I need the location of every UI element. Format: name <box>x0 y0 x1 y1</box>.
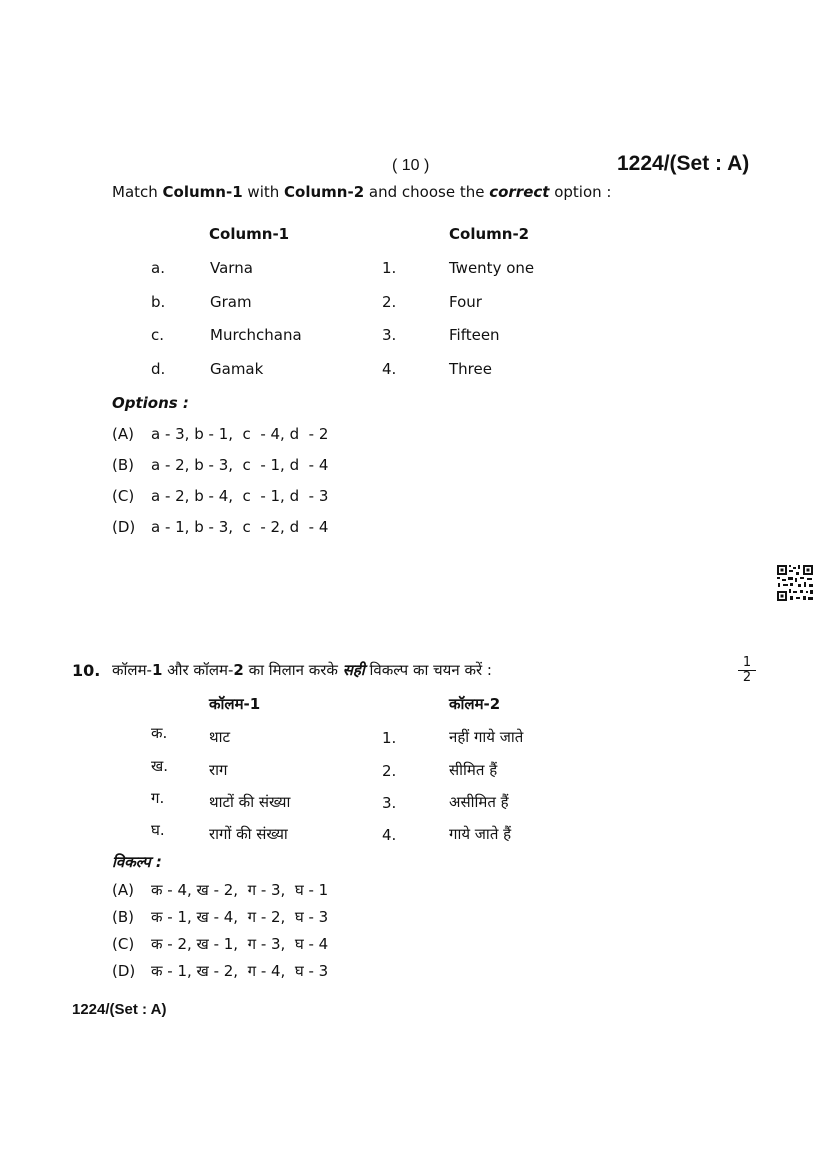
q10-options-title: विकल्प : <box>112 853 162 871</box>
q9-row-label: d. <box>151 360 166 378</box>
q10-option-text: क - 1, ख - 2, ग - 4, घ - 3 <box>151 962 329 980</box>
q10-row-label: घ. <box>151 821 165 839</box>
q10-row-number: 1. <box>382 729 397 747</box>
q9-row-label: a. <box>151 259 165 277</box>
q9-row-label: c. <box>151 326 165 344</box>
q10-option-text: क - 4, ख - 2, ग - 3, घ - 1 <box>151 881 329 899</box>
q10-row-number: 2. <box>382 762 397 780</box>
q10-row-match: सीमित हैं <box>449 761 498 779</box>
q10-row-label: क. <box>151 724 168 742</box>
q10-row-match: असीमित हैं <box>449 793 509 811</box>
paper-code-footer: 1224/(Set : A) <box>72 1001 167 1018</box>
q9-option-label: (C) <box>112 487 135 505</box>
q9-option-label: (A) <box>112 425 134 443</box>
q10-row-item: थाटों की संख्या <box>209 793 291 811</box>
q10-row-match: गाये जाते हैं <box>449 825 512 843</box>
q9-row-match: Twenty one <box>449 259 535 277</box>
q9-row-match: Four <box>449 293 482 311</box>
q10-row-match: नहीं गाये जाते <box>449 728 524 746</box>
q10-row-label: ग. <box>151 789 165 807</box>
q9-row-match: Three <box>449 360 492 378</box>
q10-marks: $\frac{1}{2}$ <box>738 656 756 685</box>
q9-column2-heading: Column-2 <box>449 225 530 243</box>
page-number: ( 10 ) <box>392 157 430 174</box>
q9-column1-heading: Column-1 <box>209 225 290 243</box>
q9-row-item: Gamak <box>210 360 264 378</box>
q10-row-label: ख. <box>151 757 169 775</box>
q10-prompt: कॉलम-1 और कॉलम-2 का मिलान करके सही विकल्प का चयन करें : <box>112 661 492 679</box>
q9-row-number: 2. <box>382 293 397 311</box>
q9-row-label: b. <box>151 293 166 311</box>
q10-option-label: (A) <box>112 881 134 899</box>
q9-options-title: Options : <box>112 394 189 412</box>
q9-option-label: (B) <box>112 456 134 474</box>
q9-row-item: Gram <box>210 293 252 311</box>
q10-row-item: राग <box>209 761 228 779</box>
q9-row-item: Murchchana <box>210 326 302 344</box>
q9-option-text: a - 2, b - 3, c - 1, d - 4 <box>151 456 329 474</box>
q10-option-text: क - 2, ख - 1, ग - 3, घ - 4 <box>151 935 329 953</box>
q10-row-item: रागों की संख्या <box>209 825 288 843</box>
q10-column2-heading: कॉलम-2 <box>449 695 501 713</box>
q9-option-label: (D) <box>112 518 136 536</box>
q9-prompt: Match Column-1 with Column-2 and choose the correct option : <box>112 183 612 201</box>
q9-row-number: 1. <box>382 259 397 277</box>
q10-row-number: 3. <box>382 794 397 812</box>
q10-number: 10. <box>72 661 101 680</box>
q10-option-label: (D) <box>112 962 136 980</box>
q9-row-match: Fifteen <box>449 326 500 344</box>
q10-option-label: (C) <box>112 935 135 953</box>
q9-option-text: a - 1, b - 3, c - 2, d - 4 <box>151 518 329 536</box>
q9-option-text: a - 2, b - 4, c - 1, d - 3 <box>151 487 329 505</box>
q10-row-number: 4. <box>382 826 397 844</box>
qr-code-icon <box>776 564 814 602</box>
q10-row-item: थाट <box>209 728 231 746</box>
q9-row-item: Varna <box>210 259 253 277</box>
q10-option-label: (B) <box>112 908 134 926</box>
q9-row-number: 3. <box>382 326 397 344</box>
paper-code-header: 1224/(Set : A) <box>617 152 750 175</box>
q9-row-number: 4. <box>382 360 397 378</box>
q10-option-text: क - 1, ख - 4, ग - 2, घ - 3 <box>151 908 329 926</box>
q10-column1-heading: कॉलम-1 <box>209 695 261 713</box>
q9-option-text: a - 3, b - 1, c - 4, d - 2 <box>151 425 329 443</box>
